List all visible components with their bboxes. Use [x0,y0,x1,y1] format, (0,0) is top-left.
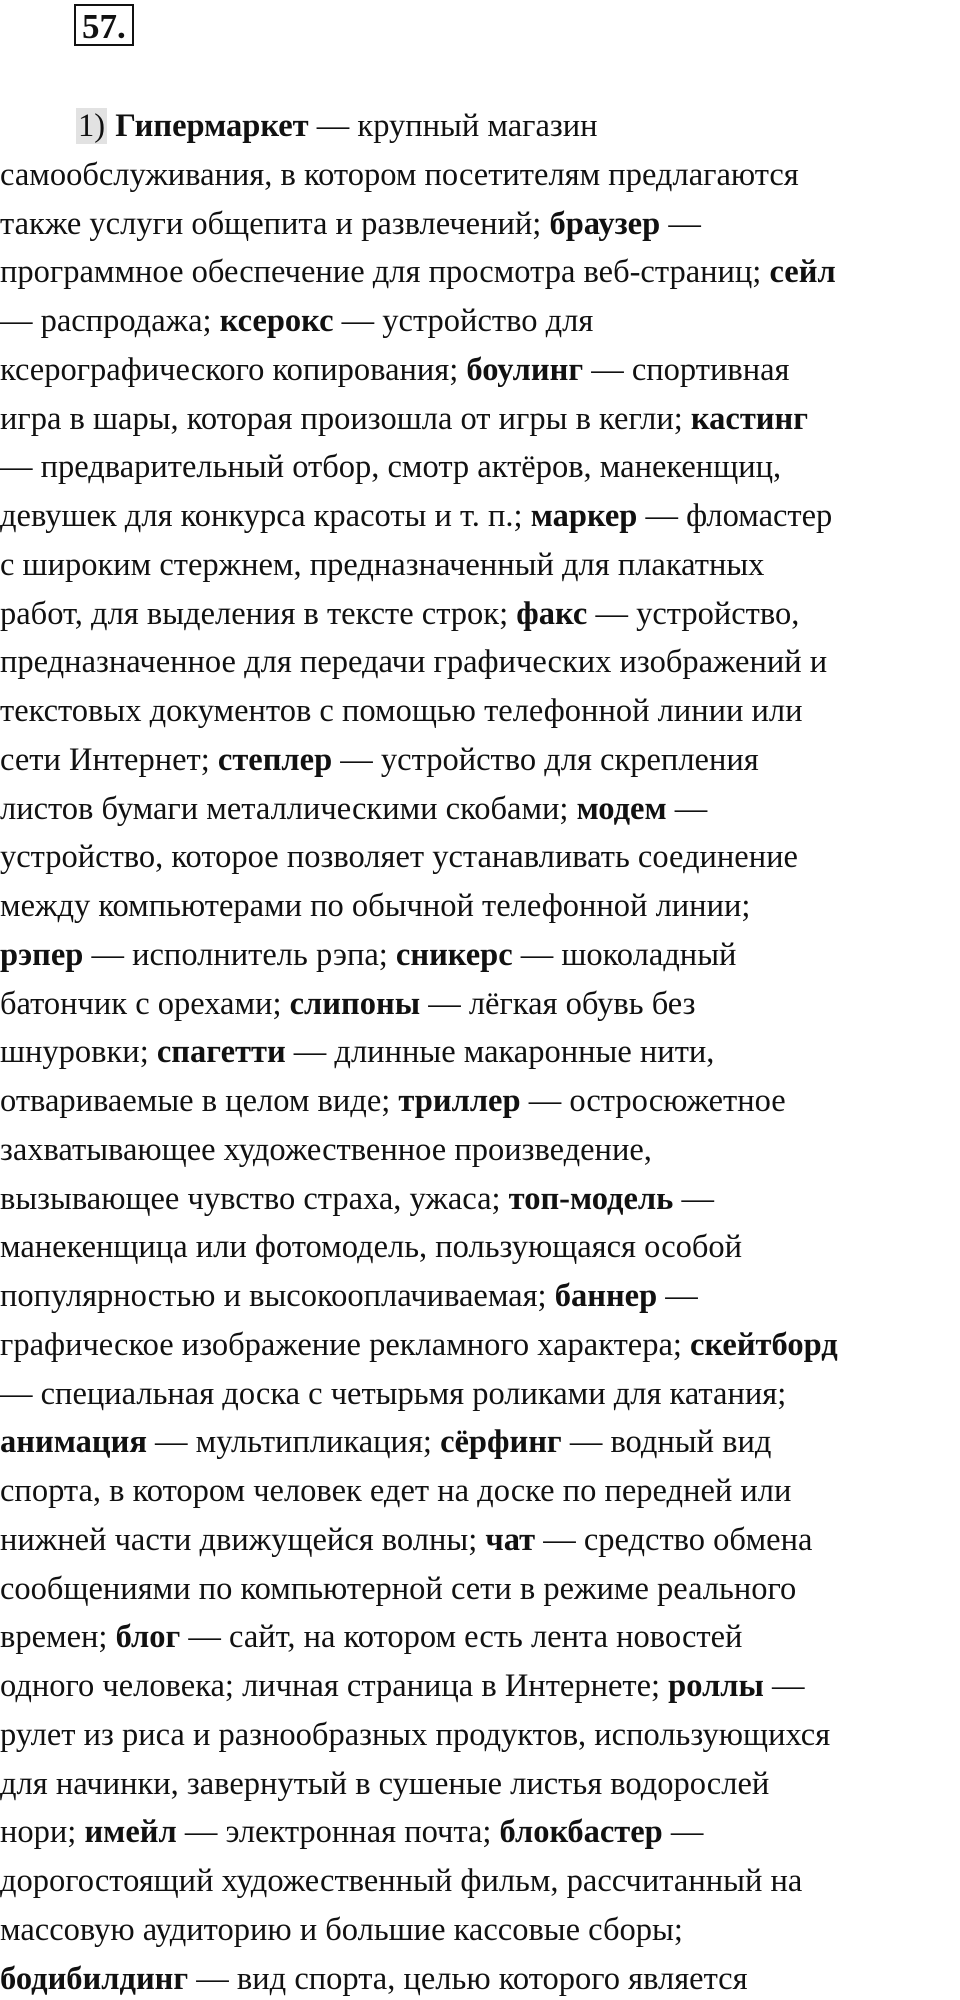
definition-text: рулет из риса и разнообразных продуктов, использующихся [0,1716,831,1753]
text-line [0,1955,960,2000]
definition-text: ксерографического копирования; [0,351,467,388]
definition-text: также услуги общепита и развлечений; [0,205,550,242]
definition-text: графическое изображение рекламного характера; [0,1326,691,1363]
text-line [0,1321,960,1370]
text-line [0,1565,960,1614]
text-line [0,346,960,395]
definition-text: — [673,1180,714,1217]
definition-text: — спортивная [583,351,790,388]
definition-text: — [660,205,701,242]
definition-text: — крупный магазин [308,108,598,144]
definition-text: между компьютерами по обычной телефонной линии; [0,888,751,924]
definition-text: манекенщица или фотомодель, пользующаяся особой [0,1229,743,1266]
text-line [0,1857,960,1906]
term-word: баннер [554,1278,658,1314]
term-word: триллер [398,1083,521,1119]
text-line [0,395,960,444]
term-word: рэпер [0,936,84,973]
definition-text: — шоколадный [512,936,737,973]
definition-text: — длинные макаронные нити, [285,1034,715,1071]
definition-text: сети Интернет; [0,741,218,778]
term-word: сникерс [395,936,513,973]
definition-text: девушек для конкурса красоты и т. п.; [0,498,531,534]
definition-text: одного человека; личная страница в Интернете; [0,1668,669,1704]
item-marker: 1) [78,108,106,144]
term-word: имейл [84,1814,177,1851]
text-line [0,1662,960,1711]
text-line [0,931,960,980]
term-word: Гипермаркет [115,108,309,144]
definition-text: батончик с орехами; [0,985,290,1022]
definition-text: — исполнитель рэпа; [83,936,396,973]
text-line [0,443,960,492]
definition-text: — [666,790,708,827]
text-line [0,736,960,785]
definition-text: с широким стержнем, предназначенный для плакатных [0,546,765,583]
definition-text: популярностью и высокооплачиваемая; [0,1278,555,1314]
text-line [0,1711,960,1760]
term-word: сёрфинг [440,1424,562,1461]
text-line [0,980,960,1029]
text-line [0,297,960,346]
definition-text: — [662,1814,704,1851]
definition-text: — электронная почта; [176,1814,500,1851]
term-word: скейтборд [690,1326,838,1363]
text-line [0,1028,960,1077]
term-word: анимация [0,1424,147,1461]
text-line [0,248,960,297]
term-word: степлер [217,741,333,778]
term-word: браузер [549,205,661,242]
definition-text: устройство, которое позволяет устанавливать соединение [0,839,798,876]
text-line [0,541,960,590]
text-line [0,1467,960,1516]
text-line [0,1223,960,1272]
term-word: слипоны [289,985,421,1022]
definition-text: — [763,1668,805,1704]
text-line [0,492,960,541]
definition-text: дорогостоящий художественный фильм, рассчитанный на [0,1863,803,1899]
definition-text: — средство обмена [535,1521,813,1558]
text-line [0,638,960,687]
text-line [0,1418,960,1467]
definition-text: — устройство, [587,595,800,632]
definition-text: работ, для выделения в тексте строк; [0,595,517,632]
text-line [0,1370,960,1419]
term-word: блокбастер [499,1814,663,1851]
term-word: чат [485,1521,536,1558]
definition-text: — устройство для [333,303,594,339]
definition-text: листов бумаги металлическими скобами; [0,790,577,827]
text-line [0,102,960,151]
term-word: спагетти [156,1034,286,1071]
term-word: маркер [530,498,638,534]
definition-text: — предварительный отбор, смотр актёров, манекенщиц, [0,449,782,486]
definition-text: программное обеспечение для просмотра веб-страниц; [0,254,770,291]
definition-text: захватывающее художественное произведение, [0,1131,652,1168]
text-line [0,882,960,931]
answer-text [0,102,960,2000]
definition-text: — остросюжетное [520,1083,786,1119]
definition-text: — лёгкая обувь без [420,985,696,1022]
definition-text: массовую аудиторию и большие кассовые сборы; [0,1911,683,1948]
definition-text: текстовых документов с помощью телефонной линии или [0,693,803,729]
definition-text: — фломастер [637,498,833,534]
definition-text: шнуровки; [0,1034,157,1071]
text-line [0,785,960,834]
definition-text: сообщениями по компьютерной сети в режиме реального [0,1570,797,1607]
definition-text: отвариваемые в целом виде; [0,1083,399,1119]
term-word: модем [576,790,667,827]
term-word: кастинг [690,400,808,437]
term-word: блог [115,1619,181,1656]
text-line [0,1175,960,1224]
definition-text: — сайт, на котором есть лента новостей [180,1619,743,1656]
definition-text: игра в шары, которая произошла от игры в кегли; [0,400,691,437]
text-line [0,590,960,639]
term-word: боулинг [466,351,584,388]
term-word: сейл [769,254,836,291]
exercise-number: 57. [74,4,134,46]
text-line [0,1906,960,1955]
definition-text: времен; [0,1619,116,1656]
definition-text: — мультипликация; [146,1424,441,1461]
text-line [0,200,960,249]
definition-text: — вид спорта, целью которого является [188,1960,748,1997]
text-line [0,1272,960,1321]
text-line [0,1808,960,1857]
definition-text: нори; [0,1814,85,1851]
text-line [0,1613,960,1662]
text-line [0,1516,960,1565]
term-word: бодибилдинг [0,1960,189,1997]
definition-text: спорта, в котором человек едет на доске по передней или [0,1473,792,1509]
definition-text [107,108,115,144]
term-word: факс [516,595,588,632]
definition-text: — водный вид [561,1424,772,1461]
definition-text: вызывающее чувство страха, ужаса; [0,1180,509,1217]
term-word: топ-модель [508,1180,674,1217]
definition-text: нижней части движущейся волны; [0,1521,486,1558]
definition-text: самообслуживания, в котором посетителям предлагаются [0,156,799,193]
text-line [0,1126,960,1175]
definition-text: предназначенное для передачи графических изображений и [0,644,828,681]
definition-text: — специальная доска с четырьмя роликами для катания; [0,1375,787,1412]
definition-text: — [657,1278,698,1314]
term-word: ксерокс [219,303,334,339]
text-line [0,833,960,882]
text-line [0,151,960,200]
definition-text: для начинки, завернутый в сушеные листья водорослей [0,1765,770,1802]
definition-text: — распродажа; [0,303,220,339]
text-line [0,1077,960,1126]
definition-text: — устройство для скрепления [332,741,759,778]
text-line [0,1760,960,1809]
term-word: роллы [668,1668,764,1704]
text-line [0,687,960,736]
